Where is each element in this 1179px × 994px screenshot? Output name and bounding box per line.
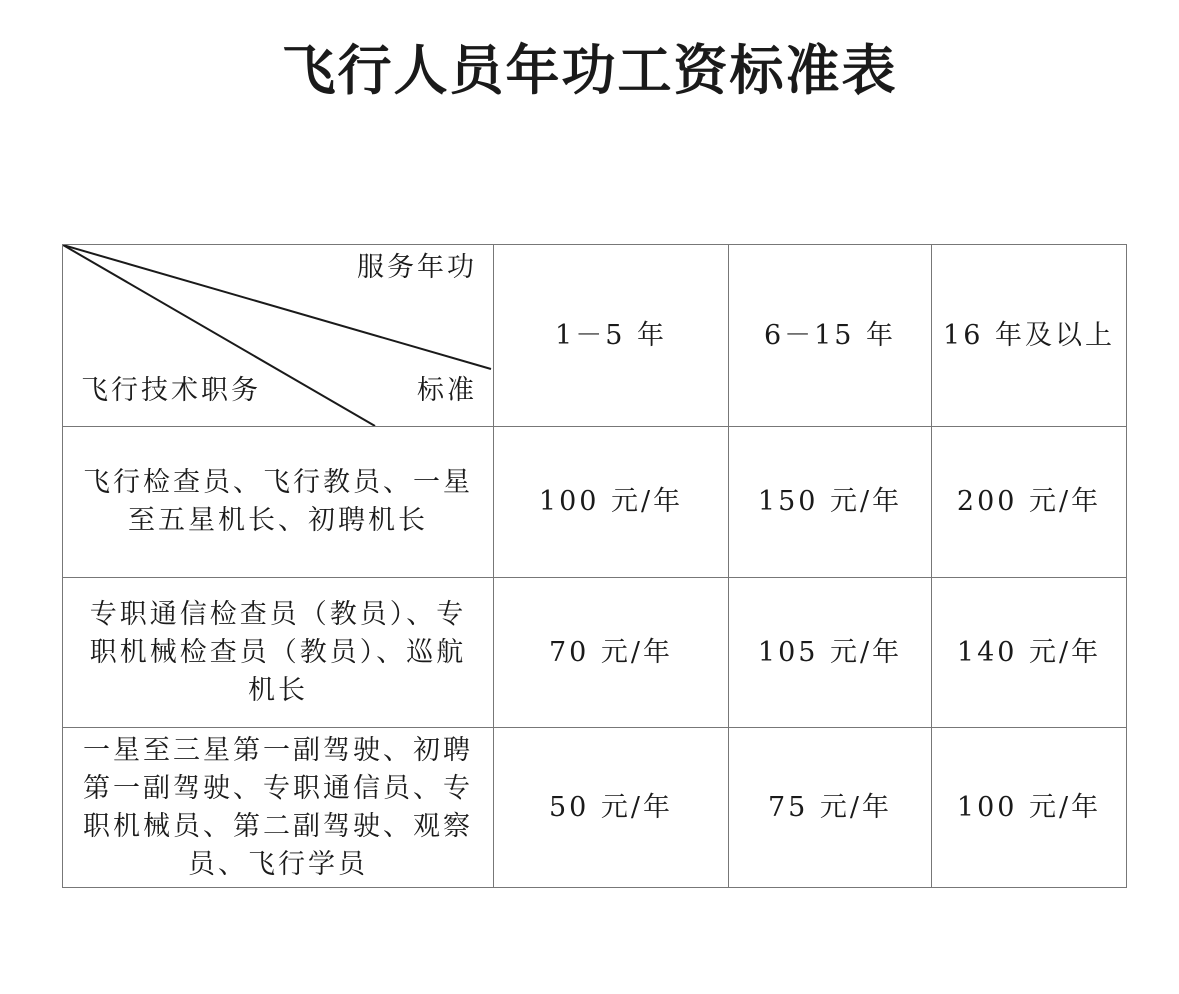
wage-cell: 50 元/年 bbox=[494, 728, 729, 888]
flight-position-label: 飞行技术职务 bbox=[81, 375, 261, 406]
role-cell: 飞行检查员、飞行教员、一星至五星机长、初聘机长 bbox=[63, 427, 494, 578]
column-header-6-15-years: 6－15 年 bbox=[729, 245, 932, 427]
standard-label: 标准 bbox=[417, 375, 477, 406]
table-header-row bbox=[63, 245, 1127, 427]
role-cell: 专职通信检查员（教员）、专职机械检查员（教员）、巡航机长 bbox=[63, 578, 494, 728]
page-title: 飞行人员年功工资标准表 bbox=[281, 39, 898, 102]
wage-cell: 150 元/年 bbox=[729, 427, 932, 578]
table-row bbox=[63, 427, 1127, 578]
table-row bbox=[63, 728, 1127, 888]
table-row bbox=[63, 578, 1127, 728]
service-years-label: 服务年功 bbox=[357, 252, 477, 283]
wage-cell: 100 元/年 bbox=[494, 427, 729, 578]
wage-standard-table bbox=[62, 244, 1127, 888]
column-header-1-5-years: 1－5 年 bbox=[494, 245, 729, 427]
role-cell: 一星至三星第一副驾驶、初聘第一副驾驶、专职通信员、专职机械员、第二副驾驶、观察员、飞行学员 bbox=[63, 728, 494, 888]
wage-cell: 100 元/年 bbox=[932, 728, 1127, 888]
wage-cell: 200 元/年 bbox=[932, 427, 1127, 578]
wage-cell: 105 元/年 bbox=[729, 578, 932, 728]
wage-cell: 140 元/年 bbox=[932, 578, 1127, 728]
wage-cell: 70 元/年 bbox=[494, 578, 729, 728]
diagonal-header-cell bbox=[63, 245, 494, 427]
wage-cell: 75 元/年 bbox=[729, 728, 932, 888]
column-header-16-plus-years: 16 年及以上 bbox=[932, 245, 1127, 427]
